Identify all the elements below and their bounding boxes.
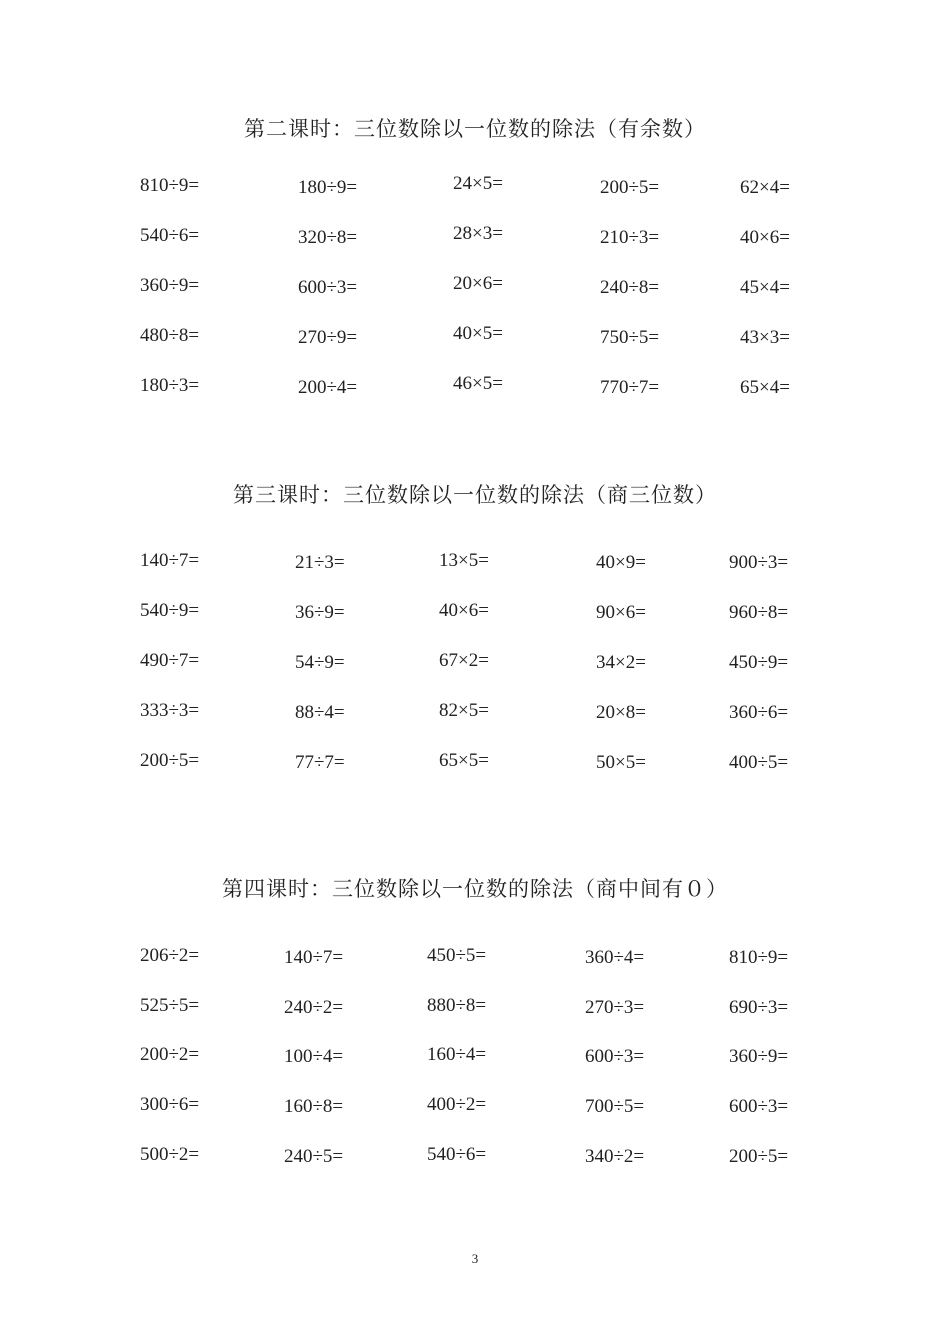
math-problem: 340÷2= <box>585 1146 645 1167</box>
math-problem: 270÷9= <box>298 327 358 348</box>
math-problem: 20×6= <box>453 273 503 294</box>
math-problem: 770÷7= <box>600 377 660 398</box>
math-problem: 180÷3= <box>140 375 200 396</box>
math-problem: 82×5= <box>439 700 489 721</box>
math-problem: 810÷9= <box>729 947 789 968</box>
math-problem: 600÷3= <box>298 277 358 298</box>
math-problem: 40×6= <box>439 600 489 621</box>
math-problem: 65×5= <box>439 750 489 771</box>
math-problem: 180÷9= <box>298 177 358 198</box>
math-problem: 750÷5= <box>600 327 660 348</box>
math-problem: 480÷8= <box>140 325 200 346</box>
math-problem: 540÷6= <box>427 1144 487 1165</box>
math-problem: 450÷5= <box>427 945 487 966</box>
math-problem: 810÷9= <box>140 175 200 196</box>
math-problem: 100÷4= <box>284 1046 344 1067</box>
math-problem: 900÷3= <box>729 552 789 573</box>
math-problem: 333÷3= <box>140 700 200 721</box>
math-problem: 65×4= <box>740 377 790 398</box>
section-title: 第三课时：三位数除以一位数的除法（商三位数） <box>233 483 717 507</box>
math-problem: 88÷4= <box>295 702 345 723</box>
math-problem: 40×5= <box>453 323 503 344</box>
math-problem: 160÷4= <box>427 1044 487 1065</box>
math-problem: 540÷9= <box>140 600 200 621</box>
math-problem: 200÷2= <box>140 1044 200 1065</box>
math-problem: 700÷5= <box>585 1096 645 1117</box>
math-problem: 67×2= <box>439 650 489 671</box>
math-problem: 200÷4= <box>298 377 358 398</box>
math-problem: 360÷9= <box>729 1046 789 1067</box>
math-problem: 960÷8= <box>729 602 789 623</box>
page-number: 3 <box>471 1251 479 1266</box>
math-problem: 140÷7= <box>284 947 344 968</box>
math-problem: 160÷8= <box>284 1096 344 1117</box>
math-problem: 600÷3= <box>729 1096 789 1117</box>
math-problem: 40×6= <box>740 227 790 248</box>
math-problem: 46×5= <box>453 373 503 394</box>
math-problem: 36÷9= <box>295 602 345 623</box>
math-problem: 43×3= <box>740 327 790 348</box>
math-problem: 13×5= <box>439 550 489 571</box>
math-problem: 210÷3= <box>600 227 660 248</box>
math-problem: 450÷9= <box>729 652 789 673</box>
math-problem: 24×5= <box>453 173 503 194</box>
math-problem: 400÷5= <box>729 752 789 773</box>
math-problem: 54÷9= <box>295 652 345 673</box>
math-problem: 200÷5= <box>729 1146 789 1167</box>
math-problem: 20×8= <box>596 702 646 723</box>
math-problem: 490÷7= <box>140 650 200 671</box>
math-problem: 690÷3= <box>729 997 789 1018</box>
math-problem: 270÷3= <box>585 997 645 1018</box>
math-problem: 540÷6= <box>140 225 200 246</box>
math-problem: 140÷7= <box>140 550 200 571</box>
math-problem: 525÷5= <box>140 995 200 1016</box>
math-problem: 200÷5= <box>140 750 200 771</box>
math-problem: 34×2= <box>596 652 646 673</box>
math-problem: 90×6= <box>596 602 646 623</box>
math-problem: 240÷8= <box>600 277 660 298</box>
math-problem: 206÷2= <box>140 945 200 966</box>
math-problem: 240÷5= <box>284 1146 344 1167</box>
math-problem: 45×4= <box>740 277 790 298</box>
math-problem: 200÷5= <box>600 177 660 198</box>
math-problem: 77÷7= <box>295 752 345 773</box>
math-problem: 300÷6= <box>140 1094 200 1115</box>
math-problem: 50×5= <box>596 752 646 773</box>
math-problem: 21÷3= <box>295 552 345 573</box>
section-title: 第二课时：三位数除以一位数的除法（有余数） <box>244 117 706 141</box>
math-problem: 360÷6= <box>729 702 789 723</box>
section-title: 第四课时：三位数除以一位数的除法（商中间有０） <box>222 877 728 901</box>
math-problem: 360÷9= <box>140 275 200 296</box>
math-problem: 880÷8= <box>427 995 487 1016</box>
math-problem: 320÷8= <box>298 227 358 248</box>
math-problem: 240÷2= <box>284 997 344 1018</box>
math-problem: 360÷4= <box>585 947 645 968</box>
math-problem: 600÷3= <box>585 1046 645 1067</box>
math-problem: 500÷2= <box>140 1144 200 1165</box>
math-problem: 62×4= <box>740 177 790 198</box>
math-problem: 40×9= <box>596 552 646 573</box>
math-problem: 400÷2= <box>427 1094 487 1115</box>
math-problem: 28×3= <box>453 223 503 244</box>
